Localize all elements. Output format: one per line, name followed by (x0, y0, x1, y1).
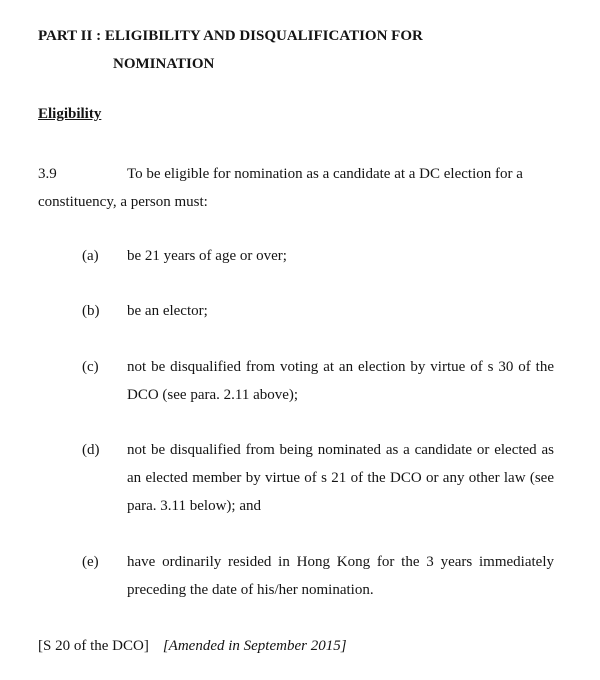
list-item-a (82, 242, 554, 270)
list-item-e (82, 548, 554, 604)
list-item-c (82, 353, 554, 409)
list-item-label: (d) (82, 442, 100, 458)
amendment-note: [Amended in September 2015] (162, 638, 347, 654)
list-item-label: (c) (82, 359, 99, 375)
paragraph-text: To be eligible for nomination as a candidate at a DC election for a constituency, a person must: (38, 166, 523, 210)
list-item-label: (a) (82, 248, 99, 264)
list-item-label: (e) (82, 554, 99, 570)
part-heading-line2: NOMINATION (113, 56, 215, 72)
list-item-text: have ordinarily resided in Hong Kong for the 3 years immediately preceding the date of his/her nomination. (127, 554, 554, 598)
statute-reference: [S 20 of the DCO] (38, 638, 149, 654)
list-item-text: not be disqualified from voting at an election by virtue of s 30 of the DCO (see para. 2.11 above); (127, 359, 554, 403)
list-item-b (82, 297, 554, 325)
paragraph-3-9 (38, 160, 554, 216)
list-item-label: (b) (82, 303, 100, 319)
list-item-d (82, 436, 554, 520)
part-heading (38, 22, 423, 78)
footer-citation (38, 632, 347, 660)
section-subheading: Eligibility (38, 106, 102, 122)
paragraph-number: 3.9 (38, 166, 57, 182)
list-item-text: be an elector; (127, 303, 208, 319)
list-item-text: be 21 years of age or over; (127, 248, 287, 264)
list-item-text: not be disqualified from being nominated as a candidate or elected as an elected member by virtue of s 21 of the DCO or any other law (see para. 3.11 below); and (127, 442, 554, 514)
part-heading-line1: PART II : ELIGIBILITY AND DISQUALIFICATION FOR (38, 28, 423, 44)
